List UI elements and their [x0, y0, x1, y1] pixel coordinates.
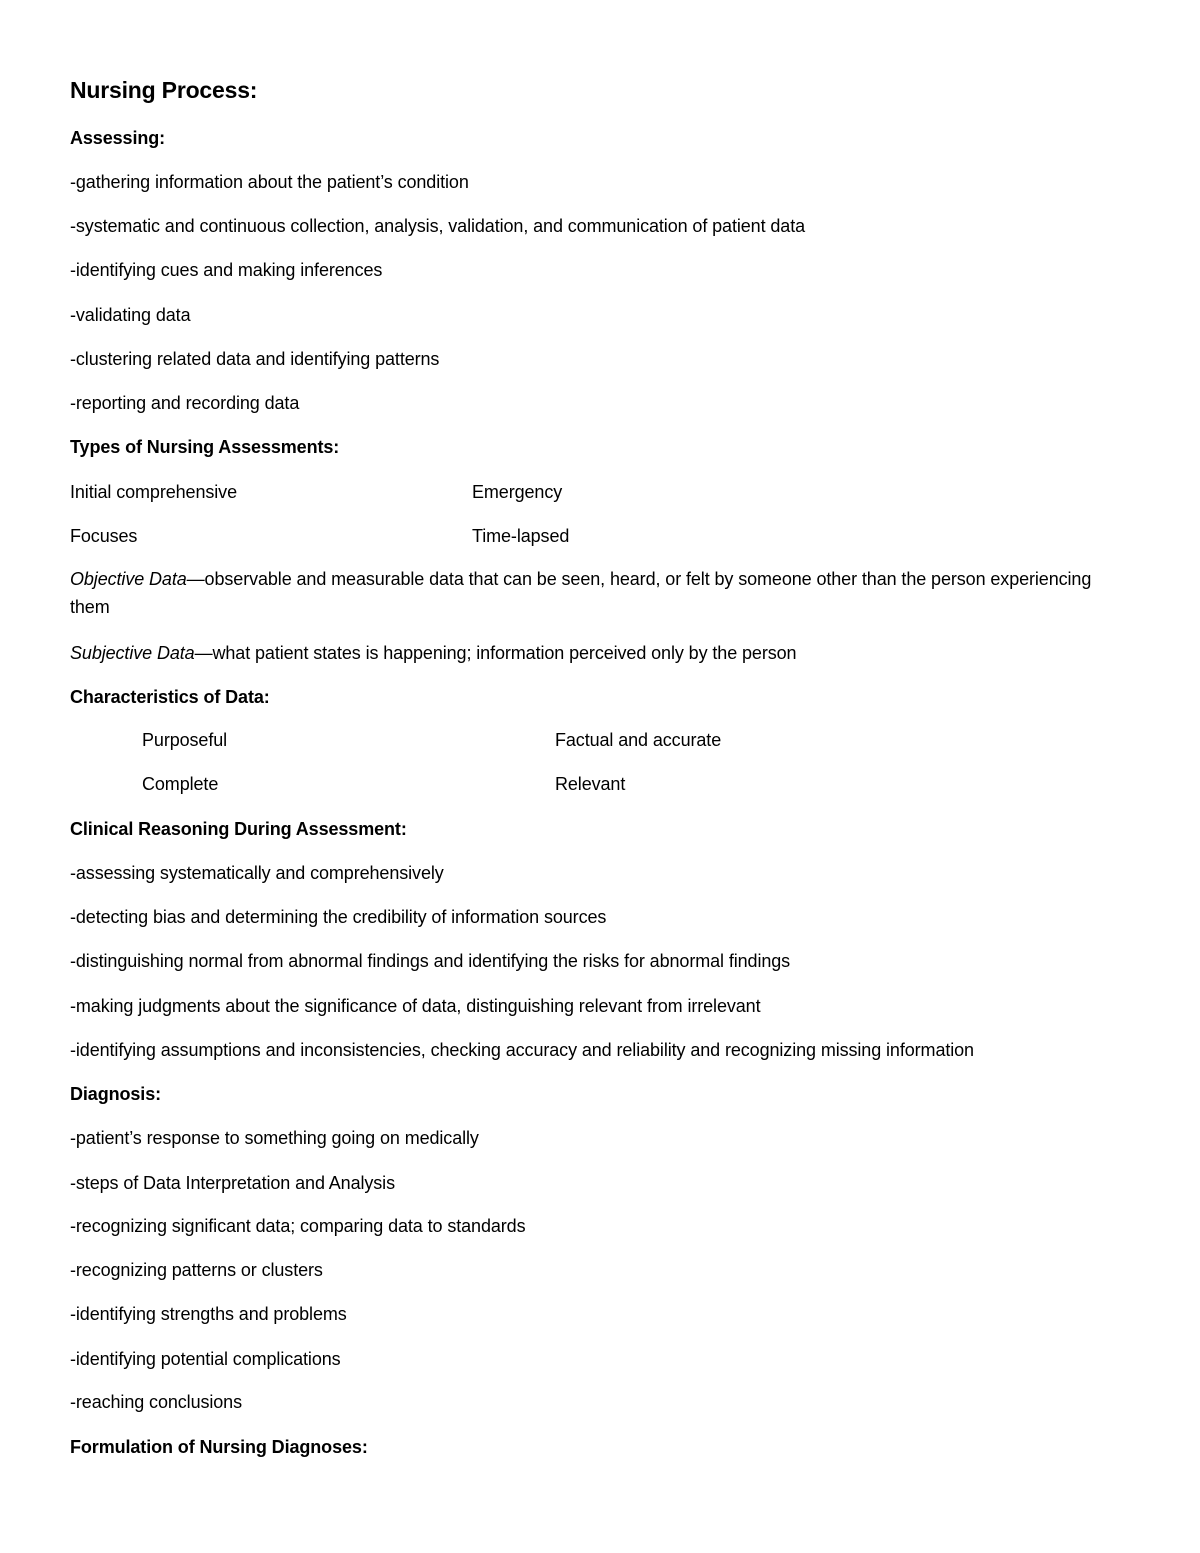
page-title: Nursing Process: — [70, 77, 258, 103]
clinical-reasoning-heading: Clinical Reasoning During Assessment: — [70, 819, 407, 839]
diagnosis-item: -recognizing patterns or clusters — [70, 1260, 323, 1280]
clinical-reasoning-item: -assessing systematically and comprehensively — [70, 863, 444, 883]
clinical-reasoning-item: -distinguishing normal from abnormal findings and identifying the risks for abnormal findings — [70, 951, 791, 971]
objective-data-term: Objective Data — [70, 569, 187, 589]
subjective-data-text: —what patient states is happening; information perceived only by the person — [194, 643, 797, 663]
diagnosis-item: -identifying strengths and problems — [70, 1304, 347, 1324]
diagnosis-item: -reaching conclusions — [70, 1392, 242, 1412]
characteristic-item: Relevant — [555, 774, 626, 794]
assessing-item: -systematic and continuous collection, analysis, validation, and communication of patient data — [70, 216, 806, 236]
diagnosis-item: -patient’s response to something going on medically — [70, 1128, 479, 1148]
assessing-item: -reporting and recording data — [70, 393, 300, 413]
clinical-reasoning-item: -detecting bias and determining the credibility of information sources — [70, 907, 607, 927]
diagnosis-heading: Diagnosis: — [70, 1084, 162, 1104]
assessment-type: Emergency — [472, 482, 563, 502]
assessment-type: Focuses — [70, 526, 138, 546]
characteristic-item: Factual and accurate — [555, 730, 722, 750]
subjective-data-definition — [70, 641, 796, 665]
subjective-data-term: Subjective Data — [70, 643, 195, 663]
formulation-heading: Formulation of Nursing Diagnoses: — [70, 1437, 368, 1457]
characteristic-item: Complete — [142, 774, 219, 794]
assessing-item: -gathering information about the patient’s condition — [70, 172, 469, 192]
diagnosis-item: -recognizing significant data; comparing data to standards — [70, 1216, 526, 1236]
objective-data-definition — [70, 565, 1130, 621]
characteristics-heading: Characteristics of Data: — [70, 687, 270, 707]
assessing-item: -clustering related data and identifying patterns — [70, 349, 440, 369]
assessing-heading: Assessing: — [70, 128, 166, 148]
assessing-item: -validating data — [70, 305, 191, 325]
assessment-types-heading: Types of Nursing Assessments: — [70, 437, 340, 457]
clinical-reasoning-item: -making judgments about the significance of data, distinguishing relevant from irrelevant — [70, 996, 761, 1016]
objective-data-text: —observable and measurable data that can be seen, heard, or felt by someone other than the person experiencing them — [70, 569, 1092, 617]
assessing-item: -identifying cues and making inferences — [70, 260, 383, 280]
assessment-type: Time-lapsed — [472, 526, 570, 546]
clinical-reasoning-item: -identifying assumptions and inconsistencies, checking accuracy and reliability and recognizing missing information — [70, 1040, 974, 1060]
diagnosis-item: -identifying potential complications — [70, 1349, 341, 1369]
characteristic-item: Purposeful — [142, 730, 228, 750]
diagnosis-item: -steps of Data Interpretation and Analysis — [70, 1173, 395, 1193]
assessment-type: Initial comprehensive — [70, 482, 237, 502]
